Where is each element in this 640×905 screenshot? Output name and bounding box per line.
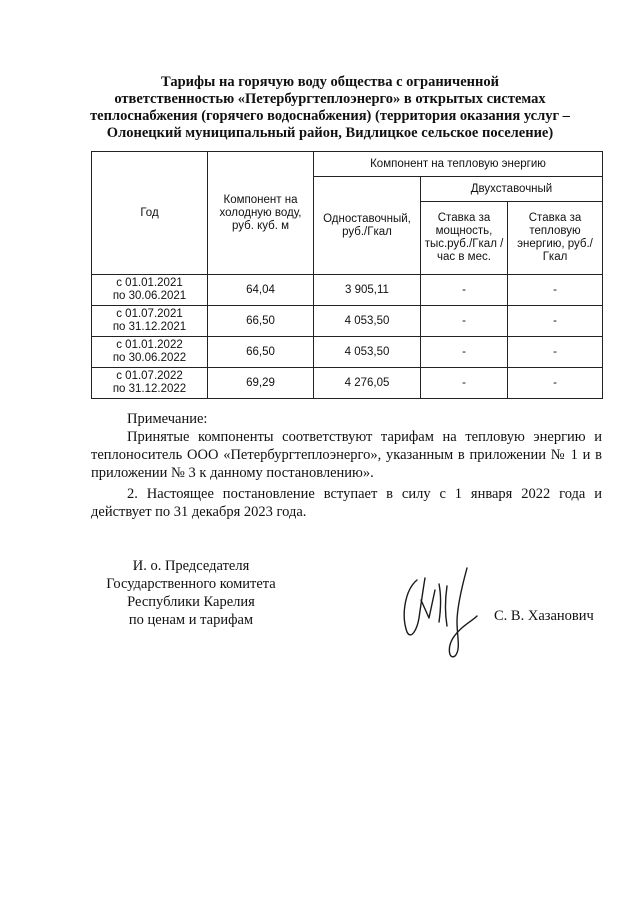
table-row bbox=[92, 337, 603, 368]
table-row bbox=[92, 368, 603, 399]
period-to: по 31.12.2022 bbox=[112, 383, 187, 395]
capacity-rate-value: - bbox=[421, 368, 508, 399]
capacity-rate-value: - bbox=[421, 337, 508, 368]
single-rate-value: 4 053,50 bbox=[314, 337, 421, 368]
single-rate-value: 4 276,05 bbox=[314, 368, 421, 399]
capacity-rate-value: - bbox=[421, 275, 508, 306]
period-to: по 31.12.2021 bbox=[112, 321, 187, 333]
note-text: Принятые компоненты соответствуют тарифам на тепловую энергию и теплоноситель ООО «Петербургтеплоэнерго», указанным в приложении № 1 и в приложении № 3 к данному постановлению». bbox=[91, 429, 602, 481]
capacity-rate-value: - bbox=[421, 306, 508, 337]
period-from: с 01.01.2021 bbox=[116, 277, 183, 289]
header-capacity-rate: Ставка за мощность, тыс.руб./Гкал / час в мес. bbox=[421, 202, 508, 275]
energy-rate-value: - bbox=[508, 306, 603, 337]
header-year: Год bbox=[92, 152, 208, 275]
cold-water-value: 69,29 bbox=[208, 368, 314, 399]
header-single-rate: Одноставочный, руб./Гкал bbox=[314, 177, 421, 275]
single-rate-value: 3 905,11 bbox=[314, 275, 421, 306]
signatory-name: С. В. Хазанович bbox=[494, 608, 594, 624]
energy-rate-value: - bbox=[508, 368, 603, 399]
header-cold-water: Компонент на холодную воду, руб. куб. м bbox=[208, 152, 314, 275]
table-row bbox=[92, 306, 603, 337]
header-energy-rate: Ставка за тепловую энергию, руб./Гкал bbox=[508, 202, 603, 275]
period-cell bbox=[92, 275, 208, 306]
period-from: с 01.07.2021 bbox=[116, 308, 183, 320]
note-block bbox=[91, 410, 602, 521]
period-to: по 30.06.2021 bbox=[112, 290, 187, 302]
title-line: Олонецкий муниципальный район, Видлицкое сельское поселение) bbox=[106, 125, 554, 141]
cold-water-value: 66,50 bbox=[208, 337, 314, 368]
period-cell bbox=[92, 368, 208, 399]
title-line: ответственностью «Петербургтеплоэнерго» в открытых системах bbox=[114, 91, 546, 107]
signatory-position bbox=[91, 557, 291, 629]
cold-water-value: 64,04 bbox=[208, 275, 314, 306]
handwritten-signature bbox=[395, 560, 490, 660]
period-from: с 01.07.2022 bbox=[116, 370, 183, 382]
document-title bbox=[80, 74, 580, 142]
energy-rate-value: - bbox=[508, 337, 603, 368]
cold-water-value: 66,50 bbox=[208, 306, 314, 337]
title-line: теплоснабжения (горячего водоснабжения) (территория оказания услуг – bbox=[90, 108, 570, 124]
title-line: Тарифы на горячую воду общества с ограниченной bbox=[161, 74, 499, 90]
header-two-rate: Двухставочный bbox=[421, 177, 603, 202]
period-from: с 01.01.2022 bbox=[116, 339, 183, 351]
tariff-table bbox=[91, 151, 603, 399]
single-rate-value: 4 053,50 bbox=[314, 306, 421, 337]
note-heading: Примечание: bbox=[127, 411, 208, 427]
header-heat-component: Компонент на тепловую энергию bbox=[314, 152, 603, 177]
period-cell bbox=[92, 306, 208, 337]
energy-rate-value: - bbox=[508, 275, 603, 306]
position-line: И. о. Председателя bbox=[132, 558, 250, 574]
table-row bbox=[92, 275, 603, 306]
position-line: Государственного комитета bbox=[106, 576, 276, 592]
period-cell bbox=[92, 337, 208, 368]
period-to: по 30.06.2022 bbox=[112, 352, 187, 364]
position-line: по ценам и тарифам bbox=[128, 612, 254, 628]
clause-2: 2. Настоящее постановление вступает в силу с 1 января 2022 года и действует по 31 декабря 2023 года. bbox=[91, 486, 602, 520]
position-line: Республики Карелия bbox=[127, 594, 255, 610]
